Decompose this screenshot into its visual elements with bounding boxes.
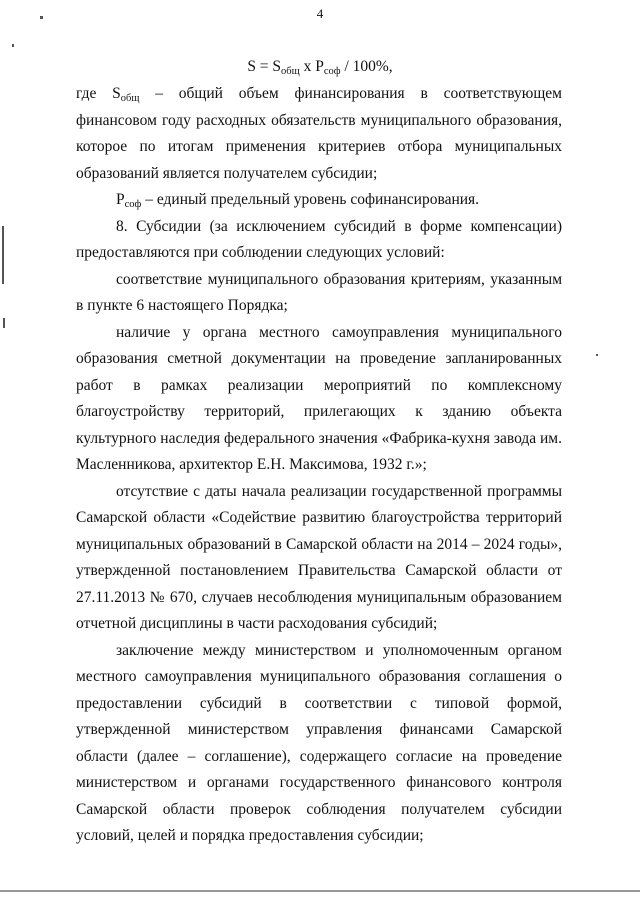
cofinance-symbol: P (116, 191, 125, 208)
formula-mid: x P (299, 58, 324, 75)
page-number: 4 (316, 6, 324, 21)
scan-dot (40, 16, 43, 19)
paragraph-condition-criteria: соответствие муниципального образования критериям, указанным в пункте 6 настоящего Порядка; (76, 270, 562, 314)
paragraph-condition-agreement: заключение между министерством и уполномоченным органом местного самоуправления муниципального образования соглашения о предоставлении субсидий в соответствии с типовой формой, утвержденной министерством управления финансами Самарской области (далее – соглашение), содержащего согласие на проведение министерством и органами государственного финансового контроля Самарской области проверок соблюдения получателем субсидии условий, целей и порядка предоставления субсидии; (76, 641, 562, 844)
scan-edge-mark (2, 226, 4, 284)
definition-subscript: общ (120, 93, 140, 104)
scan-edge-mark (3, 318, 5, 328)
scan-dot (596, 354, 598, 356)
paragraph-item-8: 8. Субсидии (за исключением субсидий в форме компенсации) предоставляются при соблюдении следующих условий: (76, 217, 562, 261)
formula-lhs: S = S (247, 58, 282, 75)
paragraph-condition-discipline: отсутствие с даты начала реализации государственной программы Самарской области «Содействие развитию благоустройства территорий муниципальных образований в Самарской области на 2014 – 2024 годы», утвержденной постановлением Правительства Самарской области от 27.11.2013 № 670, случаев несоблюдения муниципальным образованием отчетной дисциплины в части расходования субсидий; (76, 482, 562, 632)
paragraph-definition-total (76, 81, 562, 187)
paragraph-definition-cofinance (76, 187, 562, 214)
formula-sub-cofinance: соф (323, 66, 341, 77)
scan-dot (12, 44, 14, 47)
formula-sub-total: общ (281, 66, 300, 77)
cofinance-subscript: соф (124, 199, 142, 210)
formula-rhs: / 100%, (340, 58, 393, 75)
cofinance-text: – единый предельный уровень софинансирования. (141, 191, 480, 208)
scan-bottom-edge (0, 890, 640, 892)
subsidy-formula (0, 56, 640, 78)
document-body (76, 81, 562, 850)
paragraph-condition-estimate: наличие у органа местного самоуправления муниципального образования сметной документации на проведение запланированных работ в рамках реализации мероприятий по комплексному благоустройству территорий, прилегающих к зданию объекта культурного наследия федерального значения «Фабрика-кухня завода им. Масленникова, архитектор Е.Н. Максимова, 1932 г.»; (76, 323, 562, 473)
definition-symbol: где S (76, 85, 121, 102)
definition-text: – общий объем финансирования в соответствующем финансовом году расходных обязательств муниципального образования, которое по итогам применения критериев отбора муниципальных образований является получателем субсидии; (76, 85, 562, 182)
